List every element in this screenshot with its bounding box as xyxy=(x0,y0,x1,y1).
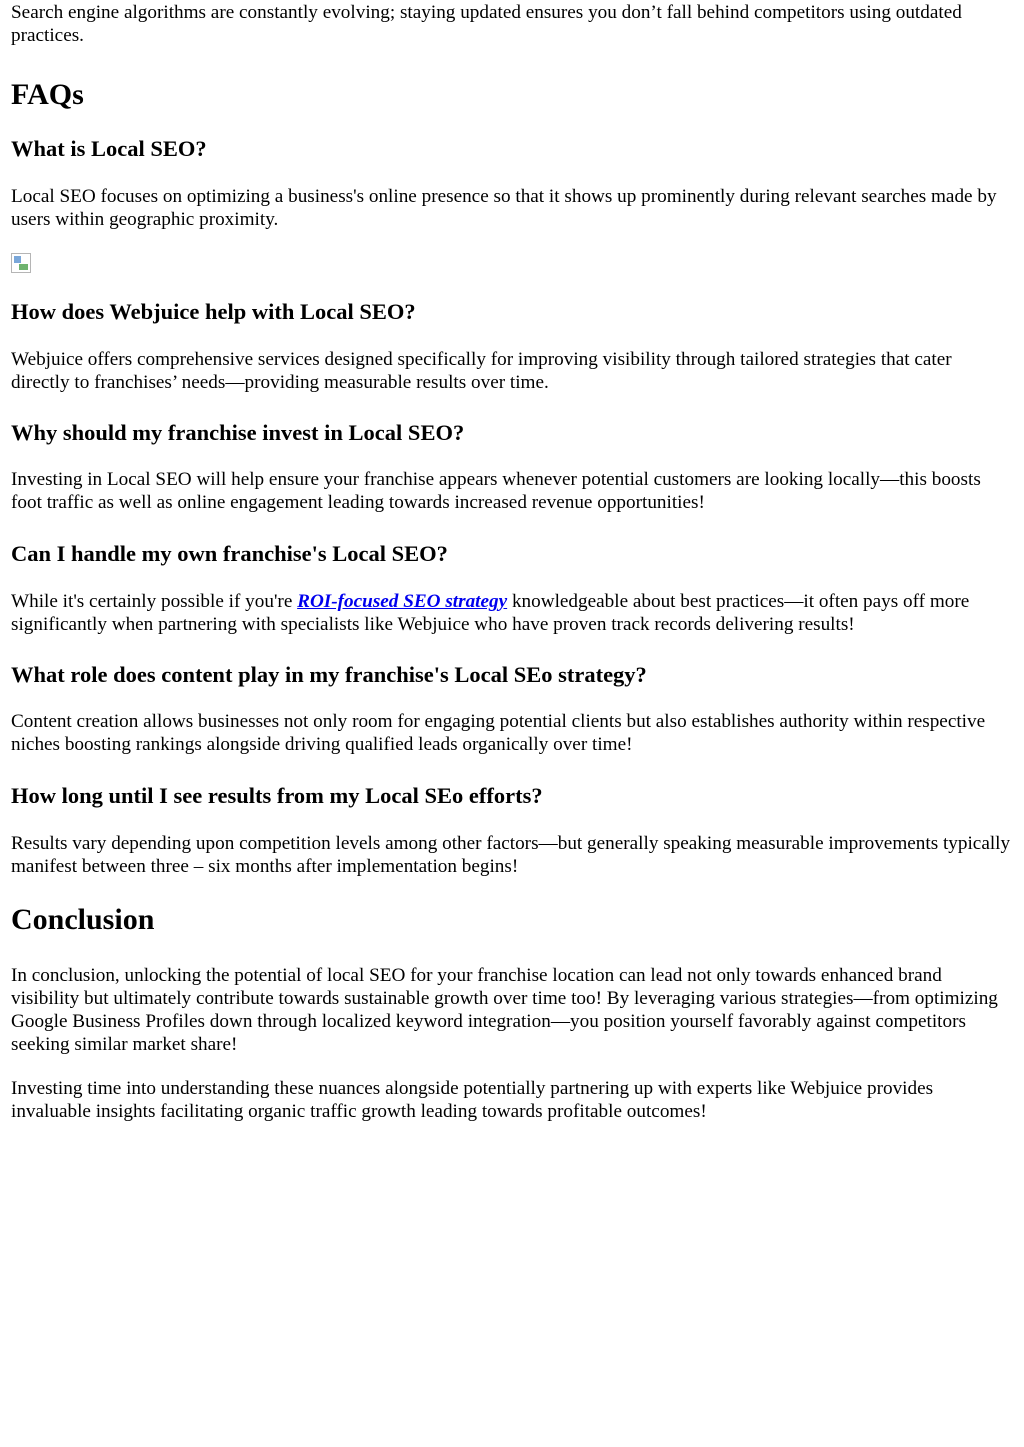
faq-answer-1: Local SEO focuses on optimizing a business's online presence so that it shows up prominently during relevant searches made by users within geographic proximity. xyxy=(11,186,997,230)
faqs-heading: FAQs xyxy=(11,78,84,111)
faq-question-3: Why should my franchise invest in Local SEO? xyxy=(11,420,465,445)
conclusion-paragraph-2: Investing time into understanding these nuances alongside potentially partnering up with experts like Webjuice provides invaluable insights facilitating organic traffic growth leading towards profitable outcomes! xyxy=(11,1078,934,1122)
intro-paragraph: Search engine algorithms are constantly evolving; staying updated ensures you don’t fall behind competitors using outdated practices. xyxy=(11,2,962,46)
faq-answer-4 xyxy=(11,590,1013,636)
article-body xyxy=(0,1,1024,1123)
faq-answer-4-text-before: While it's certainly possible if you're xyxy=(11,591,298,612)
faq-answer-5: Content creation allows businesses not only room for engaging potential clients but also establishes authority within respective niches boosting rankings alongside driving qualified leads organically over time! xyxy=(11,711,986,755)
conclusion-paragraph-1: In conclusion, unlocking the potential of local SEO for your franchise location can lead not only towards enhanced brand visibility but ultimately contribute towards sustainable growth over time too! By leveraging various strategies—from optimizing Google Business Profiles down through localized keyword integration—you position yourself favorably against competitors seeking similar market share! xyxy=(11,965,998,1055)
faq-question-6: How long until I see results from my Local SEo efforts? xyxy=(11,783,543,808)
faq-answer-2: Webjuice offers comprehensive services designed specifically for improving visibility through tailored strategies that cater directly to franchises’ needs—providing measurable results over time. xyxy=(11,349,952,393)
faq-answer-4-text-after: knowledgeable about best practices—it often pays off more significantly when partnering with specialists like Webjuice who have proven track records delivering results! xyxy=(11,591,970,635)
faq-answer-3: Investing in Local SEO will help ensure your franchise appears whenever potential customers are looking locally—this boosts foot traffic as well as online engagement leading towards increased revenue opportunities! xyxy=(11,469,981,513)
roi-seo-strategy-link[interactable]: ROI-focused SEO strategy xyxy=(297,591,508,612)
faq-question-2: How does Webjuice help with Local SEO? xyxy=(11,299,416,324)
faq-question-4: Can I handle my own franchise's Local SEO? xyxy=(11,541,448,566)
broken-image-icon xyxy=(11,253,31,273)
faq-question-5: What role does content play in my franchise's Local SEo strategy? xyxy=(11,662,647,687)
faq-question-1: What is Local SEO? xyxy=(11,136,207,161)
faq-answer-6: Results vary depending upon competition levels among other factors—but generally speaking measurable improvements typically manifest between three – six months after implementation begins! xyxy=(11,833,1011,877)
conclusion-heading: Conclusion xyxy=(11,903,155,936)
